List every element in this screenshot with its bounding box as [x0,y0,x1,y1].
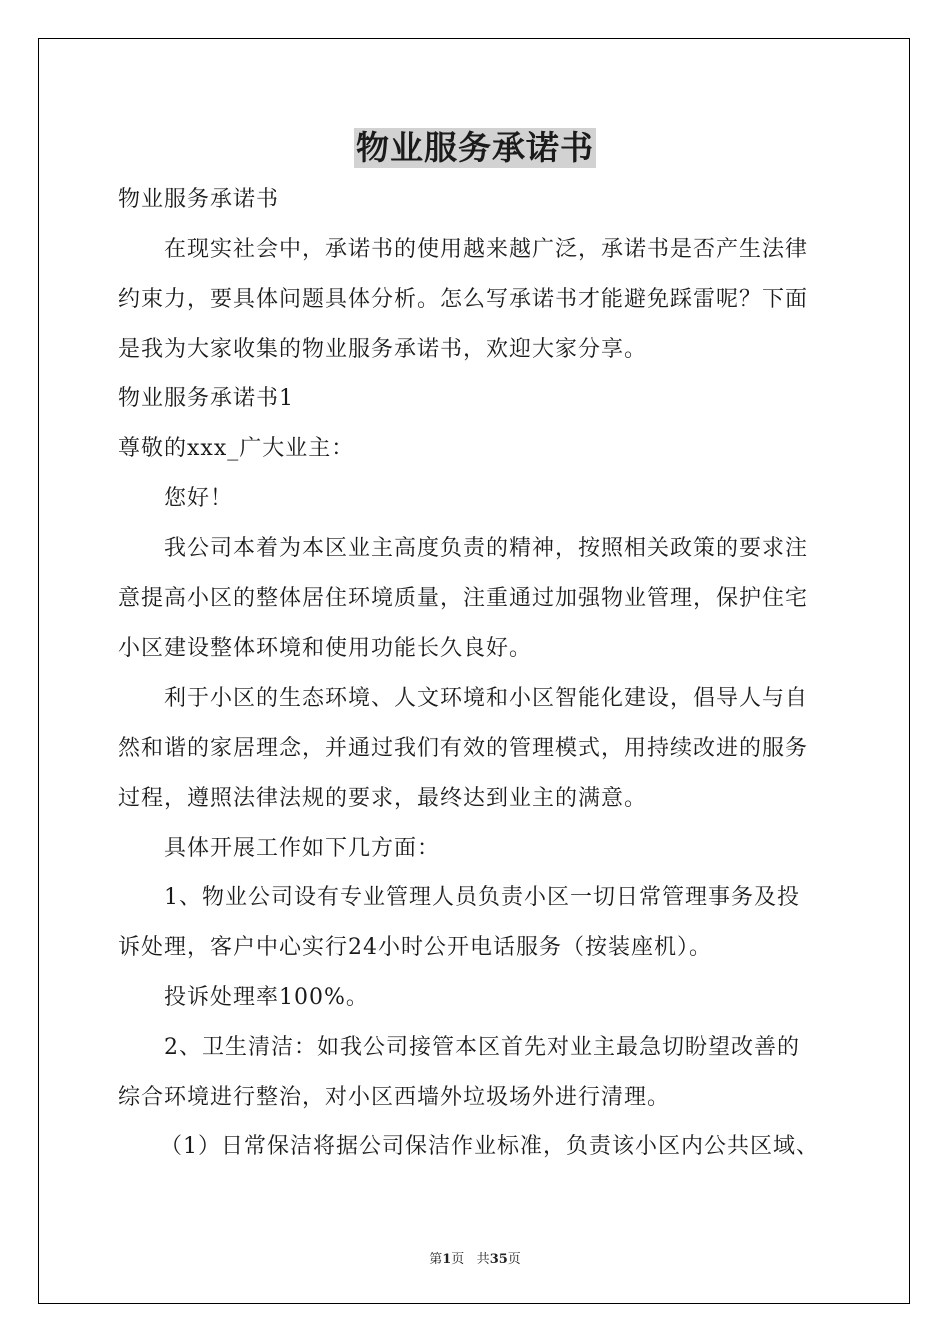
document-title [0,128,950,174]
list-item-line: 综合环境进行整治，对小区西墙外垃圾场外进行清理。 [118,1085,671,1110]
page-border [38,38,910,1304]
paragraph-line: 然和谐的家居理念，并通过我们有效的管理模式，用持续改进的服务 [118,736,809,761]
footer-page-prefix: 第 [429,1252,443,1267]
paragraph-line: 利于小区的生态环境、人文环境和小区智能化建设，倡导人与自 [164,686,809,711]
list-item-line: 2、卫生清洁：如我公司接管本区首先对业主最急切盼望改善的 [164,1035,800,1060]
list-item-line: 诉处理，客户中心实行24小时公开电话服务（按装座机）。 [118,935,712,960]
footer-total-suffix: 页 [507,1252,521,1267]
paragraph-line: 是我为大家收集的物业服务承诺书，欢迎大家分享。 [118,337,648,362]
salutation: 尊敬的xxx_广大业主： [118,436,355,461]
paragraph-line: 约束力，要具体问题具体分析。怎么写承诺书才能避免踩雷呢？下面 [118,287,809,312]
paragraph-line: 小区建设整体环境和使用功能长久良好。 [118,636,533,661]
sub-list-item-line: （1）日常保洁将据公司保洁作业标准，负责该小区内公共区域、 [160,1134,819,1159]
footer-page-number: 1 [442,1252,452,1267]
paragraph-line: 过程，遵照法律法规的要求，最终达到业主的满意。 [118,786,648,811]
paragraph-line: 投诉处理率100%。 [164,985,369,1010]
paragraph-line: 在现实社会中，承诺书的使用越来越广泛，承诺书是否产生法律 [164,237,809,262]
document-title-text: 物业服务承诺书 [356,128,594,167]
list-item-line: 1、物业公司设有专业管理人员负责小区一切日常管理事务及投 [164,885,800,910]
section-heading: 物业服务承诺书1 [118,386,294,411]
paragraph-line: 意提高小区的整体居住环境质量，注重通过加强物业管理，保护住宅 [118,586,809,611]
footer-page-suffix: 页 [451,1252,465,1267]
page-footer [0,1248,950,1267]
subtitle-line: 物业服务承诺书 [118,187,280,212]
footer-total-pages: 35 [489,1252,508,1267]
footer-total-prefix: 共 [476,1252,490,1267]
paragraph-line: 具体开展工作如下几方面： [164,836,441,861]
greeting: 您好！ [164,486,234,511]
paragraph-line: 我公司本着为本区业主高度负责的精神，按照相关政策的要求注 [164,536,809,561]
